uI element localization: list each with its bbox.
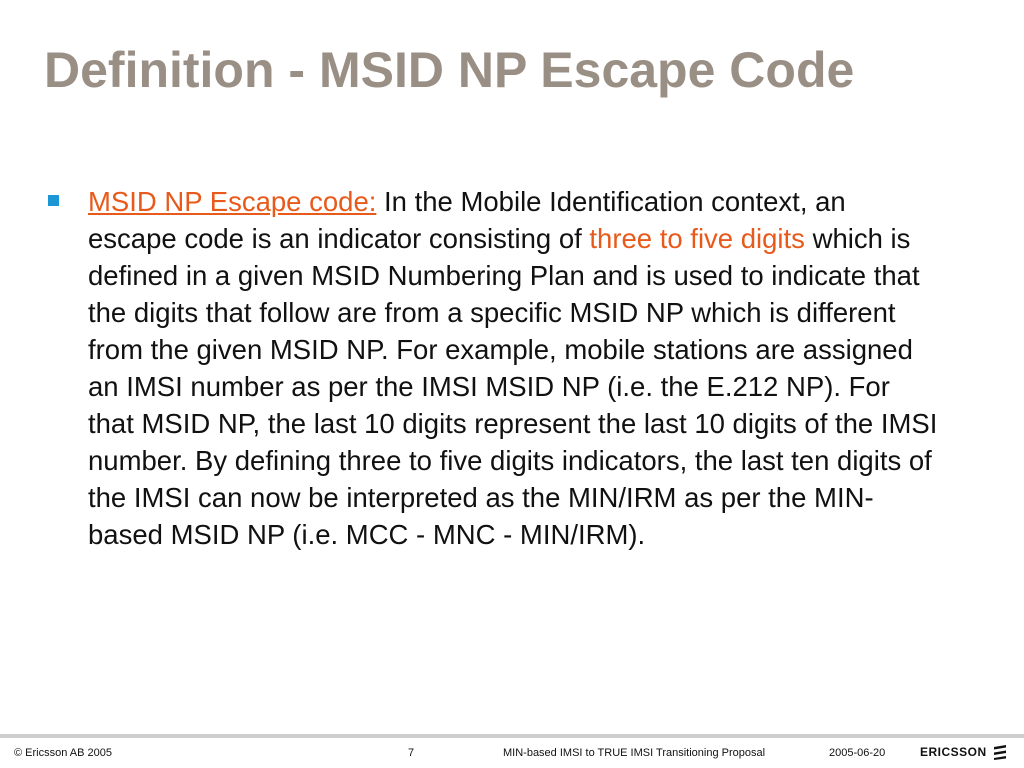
bullet-text: [88, 183, 938, 553]
term-label: MSID NP Escape code:: [88, 186, 377, 217]
footer-presentation-title: MIN-based IMSI to TRUE IMSI Transitioning Proposal: [503, 747, 766, 759]
definition-text-2: which is defined in a given MSID Numbering Plan and is used to indicate that the digits that follow are from a specific MSID NP which is different from the given MSID NP. For example, mobile stations are assigned an IMSI number as per the IMSI MSID NP (i.e. the E.212 NP). For that MSID NP, the last 10 digits represent the last 10 digits of the IMSI number. By defining three to five digits indicators, the last ten digits of the IMSI can now be interpreted as the MIN/IRM as per the MIN-based MSID NP (i.e. MCC - MNC - MIN/IRM).: [88, 223, 938, 550]
bullet-square-icon: [48, 195, 59, 206]
definition-text-1: In the Mobile Identification context, an escape code is an indicator consisting of: [88, 186, 846, 254]
ericsson-logo: [920, 744, 1009, 760]
logo-wordmark: ERICSSON: [920, 745, 987, 759]
footer-divider: [0, 734, 1024, 738]
slide-title: Definition - MSID NP Escape Code: [44, 42, 855, 98]
ericsson-mark-icon: [991, 744, 1009, 760]
highlight-text: three to five digits: [589, 223, 805, 254]
footer-page-number: 7: [408, 747, 415, 759]
footer-date: 2005-06-20: [829, 747, 886, 759]
footer-copyright: © Ericsson AB 2005: [14, 747, 112, 759]
